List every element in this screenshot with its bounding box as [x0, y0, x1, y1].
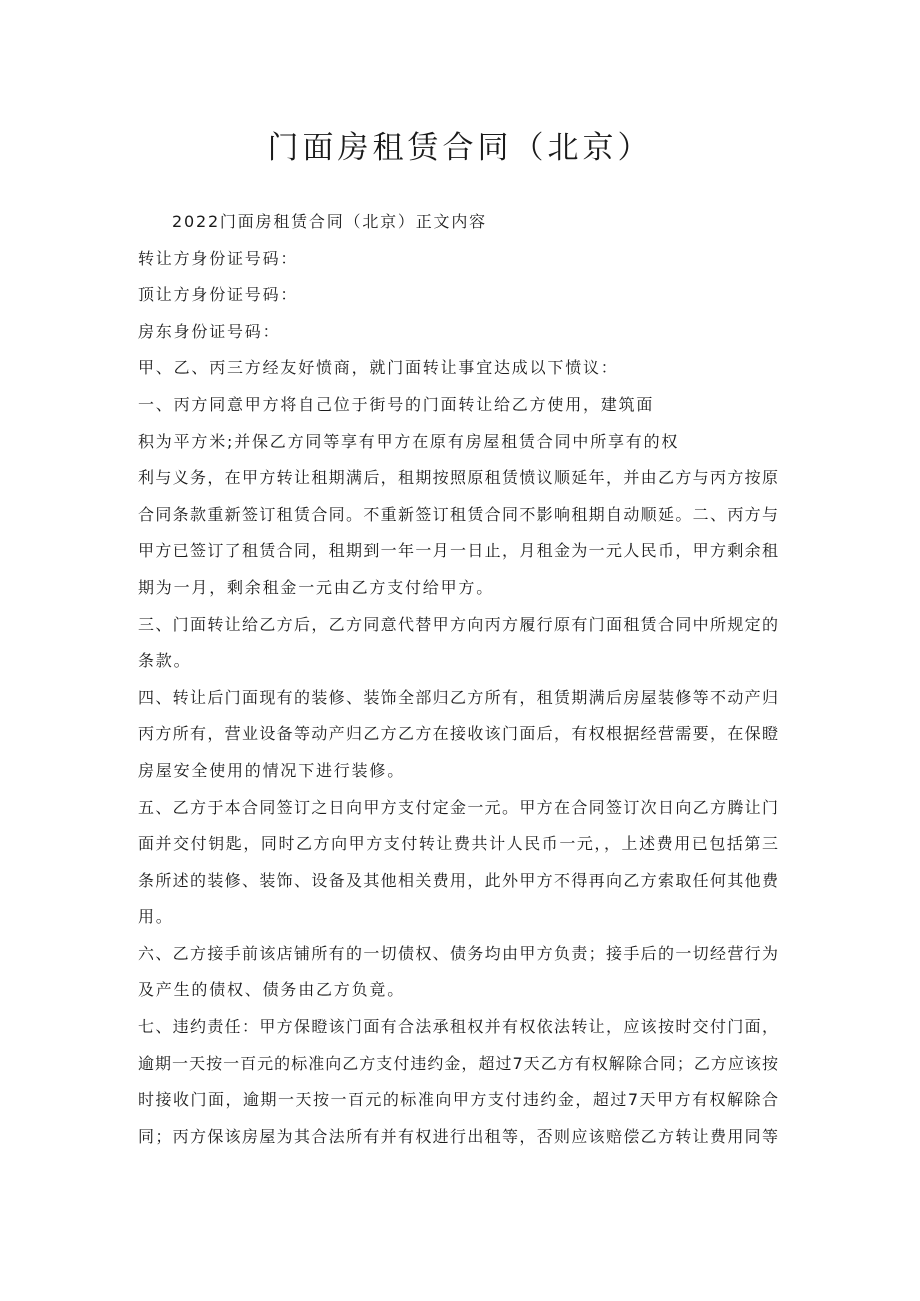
body-line: 期为一月，剩余租金一元由乙方支付给甲方。	[138, 577, 495, 597]
body-line: 面并交付钥匙，同时乙方向甲方支付转让费共计人民币一元，，上述费用已包括第三	[138, 834, 778, 854]
body-line: 一、丙方同意甲方将自己位于街号的门面转让给乙方使用，建筑面	[138, 394, 655, 414]
document-body	[138, 204, 778, 1155]
body-line: 2022门面房租赁合同（北京）正文内容	[172, 212, 487, 231]
body-line: 甲方已签订了租赁合同，租期到一年一月一日止，月租金为一元人民币，甲方剩余租	[138, 541, 778, 561]
body-line: 时接收门面，逾期一天按一百元的标准向甲方支付违约金，超过7天甲方有权解除合	[138, 1090, 778, 1110]
body-line: 四、转让后门面现有的装修、装饰全部归乙方所有，租赁期满后房屋装修等不动产归	[138, 687, 778, 707]
body-line: 合同条款重新签订租赁合同。不重新签订租赁合同不影响租期自动顺延。二、丙方与	[138, 504, 778, 524]
body-line: 顶让方身份证号码：	[138, 285, 299, 305]
body-line: 条所述的装修、装饰、设备及其他相关费用，此外甲方不得再向乙方索取任何其他费	[138, 870, 778, 890]
body-line: 逾期一天按一百元的标准向乙方支付违约金，超过7天乙方有权解除合同；乙方应该按	[138, 1053, 778, 1073]
body-line: 用。	[138, 907, 174, 927]
body-line: 条款。	[138, 651, 192, 671]
body-line: 积为平方米;并保乙方同等享有甲方在原有房屋租赁合同中所享有的权	[138, 431, 680, 451]
body-line: 房屋安全使用的情况下进行装修。	[138, 760, 406, 780]
body-line: 转让方身份证号码：	[138, 248, 299, 268]
body-line: 五、乙方于本合同签订之日向甲方支付定金一元。甲方在合同签订次日向乙方腾让门	[138, 797, 778, 817]
body-line: 利与义务，在甲方转让租期满后，租期按照原租赁愤议顺延年，并由乙方与丙方按原	[138, 468, 778, 488]
body-line: 同；丙方保该房屋为其合法所有并有权进行出租等，否则应该赔偿乙方转让费用同等	[138, 1126, 778, 1146]
document-title: 门面房租赁合同（北京）	[267, 130, 653, 166]
body-line: 房东身份证号码：	[138, 321, 281, 341]
body-line: 及产生的债权、债务由乙方负竟。	[138, 980, 406, 1000]
body-line: 七、违约责任：甲方保瞪该门面有合法承租权并有权依法转让，应该按时交付门面，	[138, 1017, 778, 1037]
body-line: 丙方所有，营业设备等动产归乙方乙方在接收该门面后，有权根据经营需要，在保瞪	[138, 724, 778, 744]
body-line: 三、门面转让给乙方后，乙方同意代替甲方向丙方履行原有门面租赁合同中所规定的	[138, 614, 778, 634]
body-line: 六、乙方接手前该店铺所有的一切债权、债务均由甲方负责；接手后的一切经营行为	[138, 943, 778, 963]
body-line: 甲、乙、丙三方经友好愤商，就门面转让事宜达成以下愤议：	[138, 358, 619, 378]
